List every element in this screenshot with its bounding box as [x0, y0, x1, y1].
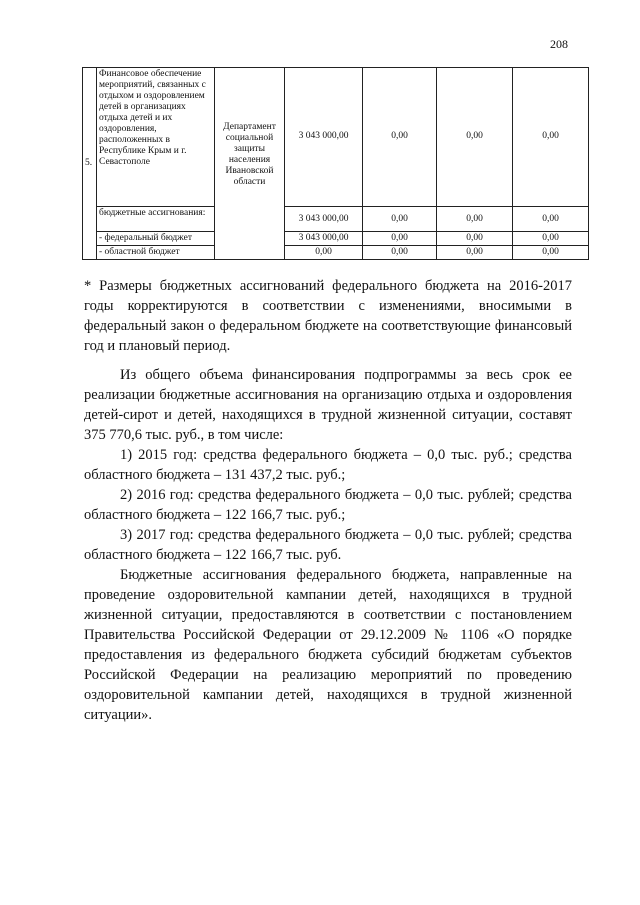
value-cell: 0,00: [285, 246, 363, 260]
value-cell: 0,00: [437, 232, 513, 246]
table-row: [83, 232, 589, 246]
row-label: - федеральный бюджет: [97, 232, 215, 246]
table-row: [83, 207, 589, 232]
value-cell: 3 043 000,00: [285, 232, 363, 246]
value-cell: 3 043 000,00: [285, 68, 363, 207]
value-cell: 0,00: [513, 232, 589, 246]
value-cell: 0,00: [437, 207, 513, 232]
paragraph: Из общего объема финансирования подпрограммы за весь срок ее реализации бюджетные ассигнования на организацию отдыха и оздоровления детей-сирот и детей, находящихся в трудной жизненной ситуации, составят 375 770,6 тыс. руб., в том числе:: [84, 367, 572, 443]
row-label: - областной бюджет: [97, 246, 215, 260]
list-item: 3) 2017 год: средства федерального бюджета – 0,0 тыс. рублей; средства областного бюджета – 122 166,7 тыс. руб.: [84, 527, 572, 563]
list-item: 2) 2016 год: средства федерального бюджета – 0,0 тыс. рублей; средства областного бюджета – 122 166,7 тыс. руб.;: [84, 487, 572, 523]
value-cell: 0,00: [437, 68, 513, 207]
row-number: 5.: [83, 68, 97, 260]
value-cell: 0,00: [363, 207, 437, 232]
activity-cell: Финансовое обеспечение мероприятий, связанных с отдыхом и оздоровлением детей в организациях отдыха детей и их оздоровления, расположенных в Республике Крым и г. Севастополе: [97, 68, 215, 207]
body-text: [84, 276, 572, 725]
page-number: 208: [550, 37, 568, 51]
executor-cell: Департамент социальной защиты населения Ивановской области: [215, 68, 285, 260]
financing-table: [82, 67, 589, 260]
value-cell: 0,00: [363, 232, 437, 246]
list-item: 1) 2015 год: средства федерального бюджета – 0,0 тыс. руб.; средства областного бюджета – 131 437,2 тыс. руб.;: [84, 447, 572, 483]
table-row: [83, 68, 589, 207]
value-cell: 0,00: [363, 246, 437, 260]
value-cell: 3 043 000,00: [285, 207, 363, 232]
value-cell: 0,00: [513, 68, 589, 207]
row-label: бюджетные ассигнования:: [97, 207, 215, 232]
footnote-paragraph: * Размеры бюджетных ассигнований федерального бюджета на 2016-2017 годы корректируются в соответствии с изменениями, вносимыми в федеральный закон о федеральном бюджете на соответствующие финансовый год и плановый период.: [84, 278, 572, 354]
table-row: [83, 246, 589, 260]
paragraph: Бюджетные ассигнования федерального бюджета, направленные на проведение оздоровительной кампании детей, находящихся в трудной жизненной ситуации, предоставляются в соответствии с постановлением Правительства Российской Федерации от 29.12.2009 № 1106 «О порядке предоставления из федерального бюджета субсидий бюджетам субъектов Российской Федерации на реализацию мероприятий по проведению оздоровительной кампании детей, находящихся в трудной жизненной ситуации».: [84, 567, 572, 723]
value-cell: 0,00: [363, 68, 437, 207]
value-cell: 0,00: [513, 207, 589, 232]
value-cell: 0,00: [513, 246, 589, 260]
value-cell: 0,00: [437, 246, 513, 260]
